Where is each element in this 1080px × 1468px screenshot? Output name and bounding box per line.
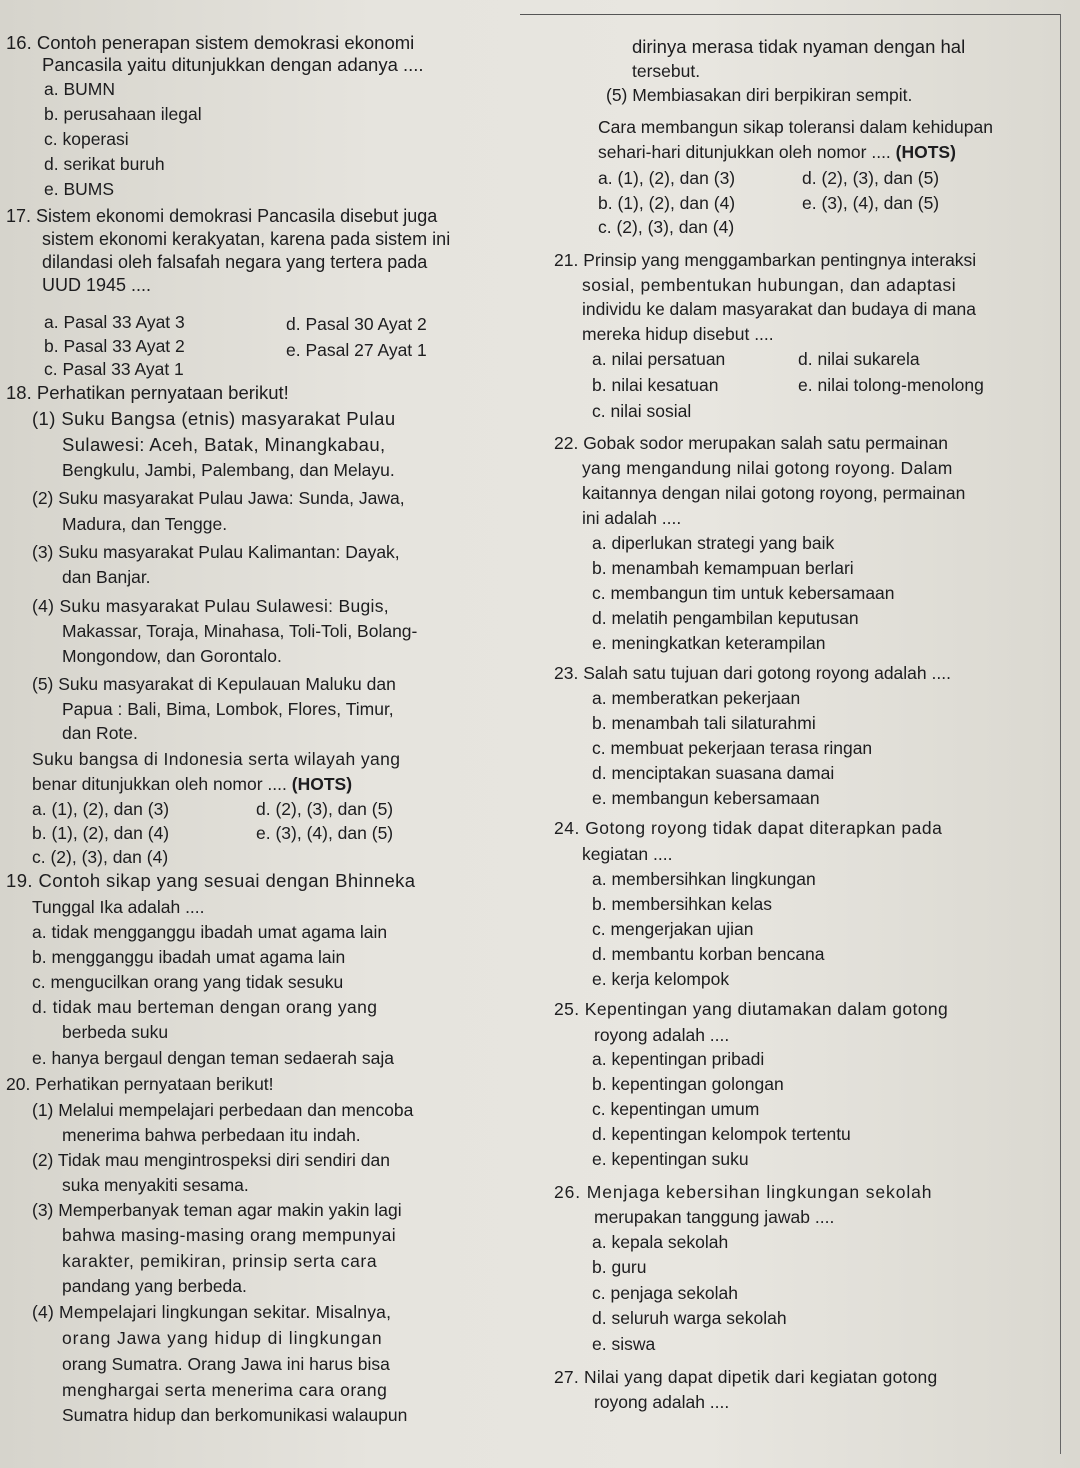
q23-option[interactable]: d. menciptakan suasana damai [592,763,835,783]
q18-statement: (1) Suku Bangsa (etnis) masyarakat Pulau [32,408,396,429]
q20-option[interactable]: b. (1), (2), dan (4) [598,193,736,213]
q21-line: 21. Prinsip yang menggambarkan pentingnya interaksi [554,250,977,270]
q22-option[interactable]: c. membangun tim untuk kebersamaan [592,583,895,603]
q18-statement: (4) Suku masyarakat Pulau Sulawesi: Bugis, [32,596,389,616]
q20-statement: orang Sumatra. Orang Jawa ini harus bisa [62,1354,390,1374]
q20-statement: pandang yang berbeda. [62,1276,247,1296]
q25-option[interactable]: b. kepentingan golongan [592,1074,784,1094]
q25-option[interactable]: a. kepentingan pribadi [592,1049,765,1069]
q18-stem: Suku bangsa di Indonesia serta wilayah yang [32,749,401,769]
q23-option[interactable]: e. membangun kebersamaan [592,788,820,808]
q19-option[interactable]: c. mengucilkan orang yang tidak sesuku [32,972,344,992]
q26-line: 26. Menjaga kebersihan lingkungan sekolah [554,1182,933,1202]
q26-option[interactable]: a. kepala sekolah [592,1232,729,1252]
q22-option[interactable]: b. menambah kemampuan berlari [592,558,854,578]
q18-statement: (3) Suku masyarakat Pulau Kalimantan: Dayak, [32,542,400,562]
q26-option[interactable]: e. siswa [592,1334,656,1354]
q26-line: merupakan tanggung jawab .... [594,1207,835,1227]
q19-line: Tunggal Ika adalah .... [32,897,205,917]
q19-option[interactable]: e. hanya bergaul dengan teman sedaerah saja [32,1048,394,1068]
q24-option[interactable]: b. membersihkan kelas [592,894,772,914]
q20-statement: Sumatra hidup dan berkomunikasi walaupun [62,1405,408,1425]
q18-option[interactable]: e. (3), (4), dan (5) [256,823,394,843]
q21-option[interactable]: b. nilai kesatuan [592,375,719,395]
q18-statement: (2) Suku masyarakat Pulau Jawa: Sunda, Jawa, [32,488,405,508]
q21-line: individu ke dalam masyarakat dan budaya di mana [582,299,976,319]
q23-option[interactable]: b. menambah tali silaturahmi [592,713,816,733]
q18-statement: dan Banjar. [62,567,151,587]
q16-option[interactable]: c. koperasi [44,129,129,149]
q20-stem [598,141,956,163]
q22-line: kaitannya dengan nilai gotong royong, permainan [582,483,966,503]
q21-line: mereka hidup disebut .... [582,324,774,344]
q24-option[interactable]: c. mengerjakan ujian [592,919,754,939]
q20-stem-text: sehari-hari ditunjukkan oleh nomor .... [598,142,896,162]
q25-option[interactable]: c. kepentingan umum [592,1099,760,1119]
q22-line: yang mengandung nilai gotong royong. Dalam [582,458,953,478]
q20-statement: dirinya merasa tidak nyaman dengan hal [632,36,966,57]
q20-statement: tersebut. [632,61,701,81]
q25-line: 25. Kepentingan yang diutamakan dalam gotong [554,999,949,1019]
q25-option[interactable]: e. kepentingan suku [592,1149,749,1169]
q20-stem: Cara membangun sikap toleransi dalam kehidupan [598,117,993,137]
q18-option[interactable]: b. (1), (2), dan (4) [32,823,170,843]
q20-option[interactable]: a. (1), (2), dan (3) [598,168,736,188]
q21-option[interactable]: a. nilai persatuan [592,349,726,369]
q22-line: ini adalah .... [582,508,682,528]
q19-option[interactable]: a. tidak mengganggu ibadah umat agama lain [32,922,388,942]
q17-line: 17. Sistem ekonomi demokrasi Pancasila disebut juga [6,206,438,226]
q21-option[interactable]: e. nilai tolong-menolong [798,375,984,395]
q18-option[interactable]: a. (1), (2), dan (3) [32,799,170,819]
q26-option[interactable]: d. seluruh warga sekolah [592,1308,787,1328]
q21-option[interactable]: d. nilai sukarela [798,349,920,369]
q18-option[interactable]: d. (2), (3), dan (5) [256,799,394,819]
q24-option[interactable]: a. membersihkan lingkungan [592,869,816,889]
q20-intro: 20. Perhatikan pernyataan berikut! [6,1074,274,1094]
q19-option[interactable]: b. mengganggu ibadah umat agama lain [32,947,346,967]
q20-statement: menerima bahwa perbedaan itu indah. [62,1125,361,1145]
q18-stem [32,773,352,795]
q16-line: 16. Contoh penerapan sistem demokrasi ekonomi [6,32,415,53]
q20-statement: (4) Mempelajari lingkungan sekitar. Misalnya, [32,1302,392,1322]
q18-stem-text: benar ditunjukkan oleh nomor .... [32,774,292,794]
q18-statement: Sulawesi: Aceh, Batak, Minangkabau, [62,434,386,455]
q27-line: 27. Nilai yang dapat dipetik dari kegiatan gotong [554,1367,938,1387]
q18-statement: dan Rote. [62,723,138,743]
q16-option[interactable]: e. BUMS [44,179,115,199]
q21-line: sosial, pembentukan hubungan, dan adaptasi [582,275,957,295]
q16-option[interactable]: d. serikat buruh [44,154,165,174]
q16-option[interactable]: a. BUMN [44,79,115,99]
q17-line: UUD 1945 .... [42,275,152,295]
q20-statement: (1) Melalui mempelajari perbedaan dan mencoba [32,1100,414,1120]
q16-line: Pancasila yaitu ditunjukkan dengan adanya .... [42,54,424,75]
q24-line: kegiatan .... [582,844,673,864]
q23-option[interactable]: a. memberatkan pekerjaan [592,688,801,708]
q19-line: 19. Contoh sikap yang sesuai dengan Bhinneka [6,870,416,891]
q17-option[interactable]: e. Pasal 27 Ayat 1 [286,340,427,360]
q20-option[interactable]: d. (2), (3), dan (5) [802,168,940,188]
q17-option[interactable]: c. Pasal 33 Ayat 1 [44,359,184,379]
q18-statement: Bengkulu, Jambi, Palembang, dan Melayu. [62,460,395,480]
q17-option[interactable]: a. Pasal 33 Ayat 3 [44,312,185,332]
q19-option[interactable]: d. tidak mau berteman dengan orang yang [32,997,378,1017]
q23-option[interactable]: c. membuat pekerjaan terasa ringan [592,738,873,758]
q24-option[interactable]: d. membantu korban bencana [592,944,825,964]
q16-option[interactable]: b. perusahaan ilegal [44,104,202,124]
q18-statement: Makassar, Toraja, Minahasa, Toli-Toli, Bolang- [62,621,418,641]
q18-option[interactable]: c. (2), (3), dan (4) [32,847,169,867]
q23-line: 23. Salah satu tujuan dari gotong royong adalah .... [554,663,951,683]
hots-label: (HOTS) [291,774,353,794]
q22-line: 22. Gobak sodor merupakan salah satu permainan [554,433,948,453]
q17-line: dilandasi oleh falsafah negara yang tertera pada [42,252,428,272]
q21-option[interactable]: c. nilai sosial [592,401,692,421]
q24-line: 24. Gotong royong tidak dapat diterapkan pada [554,818,943,838]
q18-statement: Madura, dan Tengge. [62,514,228,534]
q22-option[interactable]: e. meningkatkan keterampilan [592,633,826,653]
q22-option[interactable]: d. melatih pengambilan keputusan [592,608,859,628]
border-right-line [1060,14,1061,1454]
q25-option[interactable]: d. kepentingan kelompok tertentu [592,1124,851,1144]
q22-option[interactable]: a. diperlukan strategi yang baik [592,533,835,553]
q20-option[interactable]: e. (3), (4), dan (5) [802,193,940,213]
q26-option[interactable]: b. guru [592,1257,647,1277]
q17-option[interactable]: b. Pasal 33 Ayat 2 [44,336,185,356]
q20-statement: (5) Membiasakan diri berpikiran sempit. [606,85,913,105]
border-top-line [520,14,1060,15]
q19-option-cont: berbeda suku [62,1022,169,1042]
q18-statement: Mongondow, dan Gorontalo. [62,646,282,666]
q20-statement: menghargai serta menerima cara orang [62,1380,388,1400]
q17-line: sistem ekonomi kerakyatan, karena pada sistem ini [42,229,451,249]
q20-statement: karakter, pemikiran, prinsip serta cara [62,1251,378,1271]
q25-line: royong adalah .... [594,1025,730,1045]
q27-line: royong adalah .... [594,1392,730,1412]
q18-statement: (5) Suku masyarakat di Kepulauan Maluku dan [32,674,396,694]
q17-option[interactable]: d. Pasal 30 Ayat 2 [286,314,427,334]
q20-statement: bahwa masing-masing orang mempunyai [62,1225,397,1245]
hots-label: (HOTS) [895,142,956,162]
q20-statement: orang Jawa yang hidup di lingkungan [62,1328,383,1348]
q26-option[interactable]: c. penjaga sekolah [592,1283,738,1303]
q20-statement: (2) Tidak mau mengintrospeksi diri sendiri dan [32,1150,390,1170]
q20-statement: (3) Memperbanyak teman agar makin yakin lagi [32,1200,402,1220]
q18-intro: 18. Perhatikan pernyataan berikut! [6,382,289,403]
q20-option[interactable]: c. (2), (3), dan (4) [598,217,735,237]
q18-statement: Papua : Bali, Bima, Lombok, Flores, Timur, [62,699,394,719]
q20-statement: suka menyakiti sesama. [62,1175,249,1195]
q24-option[interactable]: e. kerja kelompok [592,969,730,989]
